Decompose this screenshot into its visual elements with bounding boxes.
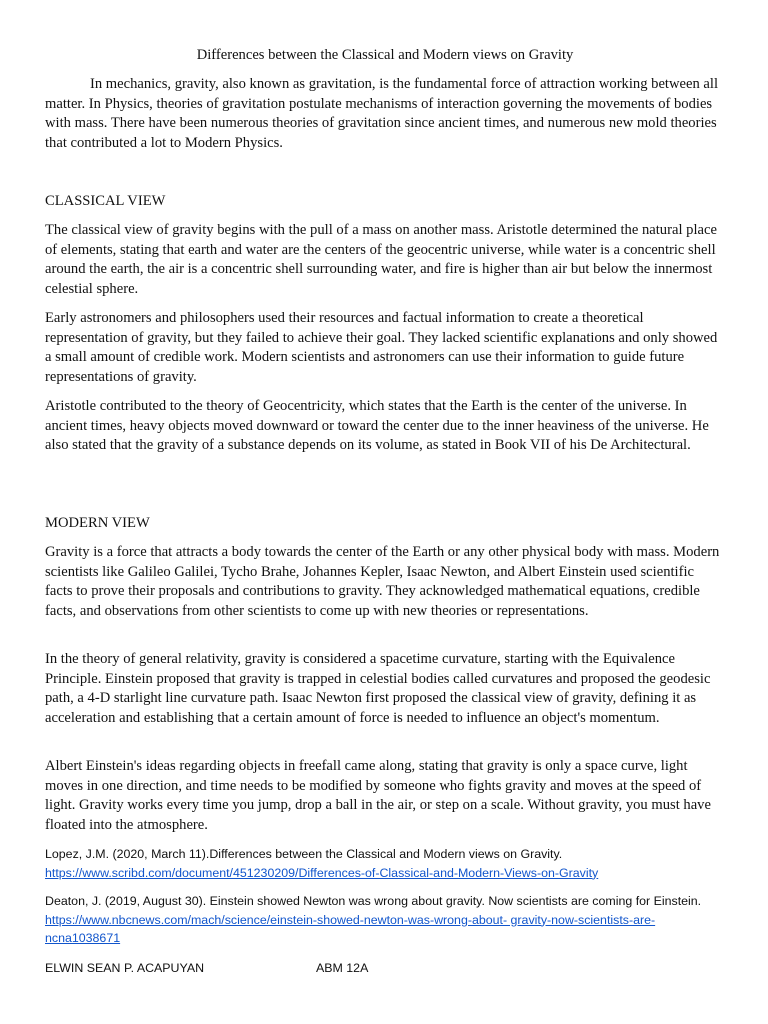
modern-paragraph-1: Gravity is a force that attracts a body towards the center of the Earth or any other physical body with mass. Modern scientists like Galileo Galilei, Tycho Brahe, Johannes Kepler, Isaac Newton, and Albert Einstein used scientific facts to prove their proposals and contributions to gravity. They acknowledged mathematical equations, credible facts, and observations from other scientists to come up with new theories or representations. [45,544,720,619]
class-section: ABM 12A [316,961,369,975]
classical-view-heading: CLASSICAL VIEW [45,193,166,209]
intro-paragraph: In mechanics, gravity, also known as gravitation, is the fundamental force of attraction working between all matter. In Physics, theories of gravitation postulate mechanisms of interaction governing the movements of bodies with mass. There have been numerous theories of gravitation since ancient times, and numerous new mold theories that contributed a lot to Modern Physics. [45,76,719,151]
reference-1-citation: Lopez, J.M. (2020, March 11).Differences between the Classical and Modern views on Gravity. [45,847,563,861]
reference-1 [45,845,725,882]
author-name: ELWIN SEAN P. ACAPUYAN [45,961,205,975]
classical-paragraph-1: The classical view of gravity begins with the pull of a mass on another mass. Aristotle determined the natural place of elements, stating that earth and water are the centers of the geocentric universe, while water is a concentric shell around the earth, the air is a concentric shell surrounding water, and fire is higher than air but below the innermost celestial sphere. [45,222,717,297]
modern-paragraph-3: Albert Einstein's ideas regarding objects in freefall came along, stating that gravity is only a space curve, light moves in one direction, and time needs to be modified by someone who fights gravity and moves at the speed of light. Gravity works every time you jump, drop a ball in the air, or step on a scale. Without gravity, you must have floated into the atmosphere. [45,758,711,833]
modern-view-heading: MODERN VIEW [45,515,150,531]
reference-2 [45,892,725,948]
reference-1-link[interactable]: https://www.scribd.com/document/451230209/Differences-of-Classical-and-Modern-Views-on-Gravity [45,865,599,880]
reference-2-link[interactable]: https://www.nbcnews.com/mach/science/einstein-showed-newton-was-wrong-about- gravity-now-scientists-are-ncna1038671 [45,912,656,945]
classical-paragraph-2: Early astronomers and philosophers used their resources and factual information to create a theoretical representation of gravity, but they failed to achieve their goal. They lacked scientific explanations and only showed a small amount of credible work. Modern scientists and astronomers can use their information to guide future representations of gravity. [45,310,718,385]
document-title: Differences between the Classical and Modern views on Gravity [196,47,574,63]
reference-2-citation: Deaton, J. (2019, August 30). Einstein showed Newton was wrong about gravity. Now scientists are coming for Einstein. [45,894,702,908]
modern-paragraph-2: In the theory of general relativity, gravity is considered a spacetime curvature, starting with the Equivalence Principle. Einstein proposed that gravity is trapped in celestial bodies called curvatures and proposed the geodesic path, a 4-D starlight line curvature path. Isaac Newton first proposed the classical view of gravity, defining it as acceleration and establishing that a certain amount of force is needed to influence an object's momentum. [45,651,711,726]
classical-paragraph-3: Aristotle contributed to the theory of Geocentricity, which states that the Earth is the center of the universe. In ancient times, heavy objects moved downward or toward the center due to the inner heaviness of the universe. He also stated that the gravity of a substance depends on its volume, as stated in Book VII of his De Architectural. [45,398,709,453]
